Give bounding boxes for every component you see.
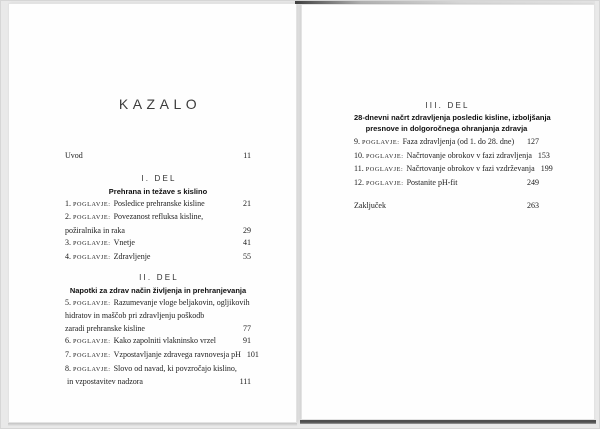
chapter-label: POGLAVJE: <box>366 152 404 160</box>
page-number: 91 <box>243 336 251 346</box>
chapter-title: Vnetje <box>113 238 135 248</box>
toc-entry <box>65 237 251 251</box>
chapter-title: zaradi prehranske kisline <box>65 323 145 333</box>
chapter-label: POGLAVJE: <box>365 166 404 174</box>
page-top-shadow <box>295 1 595 4</box>
chapter-number: 11. <box>354 164 364 174</box>
section-heading-2: Napotki za zdrav način življenja in prehranjevanja <box>69 285 247 295</box>
section-heading-3-line2: presnove in dolgoročnega ohranjanja zdravja <box>365 124 528 133</box>
page-number: 21 <box>243 198 251 208</box>
chapter-label: POGLAVJE: <box>73 200 111 208</box>
chapter-title: Faza zdravljenja (od 1. do 28. dne) <box>402 137 515 146</box>
page-number: 55 <box>243 251 251 261</box>
chapter-label: POGLAVJE: <box>366 179 404 187</box>
page-number: 29 <box>243 225 251 235</box>
toc-entry-continuation <box>65 310 251 323</box>
page-number: 263 <box>527 201 539 211</box>
right-page <box>301 4 595 420</box>
chapter-title: Povezanost refluksa kisline, <box>113 212 204 222</box>
page-number: 11 <box>243 151 251 160</box>
chapter-label: POGLAVJE: <box>73 253 111 261</box>
toc-entry-zakljucek <box>354 200 539 213</box>
chapter-number: 2. <box>65 212 71 222</box>
toc-title: KAZALO <box>118 96 202 112</box>
chapter-title: Slovo od navad, ki povzročajo kislino, <box>113 363 237 373</box>
chapter-number: 1. <box>65 198 71 208</box>
page-number: 199 <box>540 164 553 174</box>
chapter-label: POGLAVJE: <box>73 299 111 307</box>
toc-entry-continuation <box>65 376 251 389</box>
chapter-number: 9. <box>354 137 360 146</box>
chapter-label: POGLAVJE: <box>73 214 111 222</box>
part-label-3: III. DEL <box>425 101 470 110</box>
toc-entry <box>65 297 251 311</box>
chapter-title: Razumevanje vloge beljakovin, ogljikovih <box>113 297 250 307</box>
chapter-number: 5. <box>65 297 71 307</box>
section-heading-3-line1: 28-dnevni načrt zdravljenja posledic kisline, izboljšanja <box>354 113 551 122</box>
page-bottom-shadow-right <box>300 420 596 424</box>
toc-entry-continuation <box>65 323 251 336</box>
toc-entry <box>65 211 251 225</box>
page-number: 127 <box>527 137 539 146</box>
page-number: 101 <box>246 349 259 359</box>
part-label-2: II. DEL <box>139 272 179 282</box>
chapter-label: POGLAVJE: <box>73 365 111 373</box>
toc-entry <box>65 251 251 265</box>
chapter-title: Posledice prehranske kisline <box>113 198 205 208</box>
page-number: 111 <box>239 377 251 387</box>
toc-entry-continuation <box>65 225 251 238</box>
toc-entry <box>354 136 539 150</box>
chapter-number: 12. <box>354 177 364 187</box>
chapter-label: POGLAVJE: <box>73 240 111 248</box>
toc-entry <box>354 177 539 191</box>
toc-entry-uvod <box>65 150 251 163</box>
section-heading-1: Prehrana in težave s kislino <box>108 186 208 196</box>
chapter-title: Kako zapolniti vlakninsko vrzel <box>113 336 217 346</box>
chapter-number: 6. <box>65 336 71 346</box>
toc-entry <box>354 150 550 164</box>
chapter-number: 7. <box>65 349 71 359</box>
chapter-label: POGLAVJE: <box>362 139 400 146</box>
chapter-title: požiralnika in raka <box>65 225 125 235</box>
chapter-title: Postanite pH-fit <box>406 177 458 187</box>
entry-label: Uvod <box>65 151 83 160</box>
chapter-number: 10. <box>354 150 364 160</box>
chapter-title: Načrtovanje obrokov v fazi zdravljenja <box>406 150 532 160</box>
chapter-number: 8. <box>65 363 71 373</box>
toc-entry <box>354 163 553 177</box>
chapter-label: POGLAVJE: <box>73 338 111 346</box>
page-number: 153 <box>537 150 550 160</box>
chapter-title: Načrtovanje obrokov v fazi vzdrževanja <box>406 164 535 174</box>
toc-entry <box>65 198 251 212</box>
toc-entry <box>65 363 251 377</box>
chapter-title: Zdravljenje <box>113 251 151 261</box>
chapter-number: 4. <box>65 251 71 261</box>
page-number: 77 <box>243 323 251 333</box>
chapter-number: 3. <box>65 238 71 248</box>
chapter-label: POGLAVJE: <box>73 351 111 359</box>
chapter-title: hidratov in maščob pri zdravljenju poškodb <box>65 311 205 321</box>
toc-entry <box>65 335 251 349</box>
page-number: 249 <box>527 177 539 187</box>
entry-label: Zaključek <box>354 201 386 211</box>
chapter-title: Vzpostavljanje zdravega ravnovesja pH <box>113 349 241 359</box>
toc-entry <box>65 349 259 363</box>
part-label-1: I. DEL <box>141 173 177 183</box>
right-page-content <box>354 5 553 213</box>
left-page <box>8 3 297 423</box>
page-bottom-shadow-left <box>8 423 297 426</box>
page-number: 41 <box>243 238 251 248</box>
left-page-content <box>65 4 259 389</box>
chapter-title: in vzpostavitev nadzora <box>67 377 143 387</box>
